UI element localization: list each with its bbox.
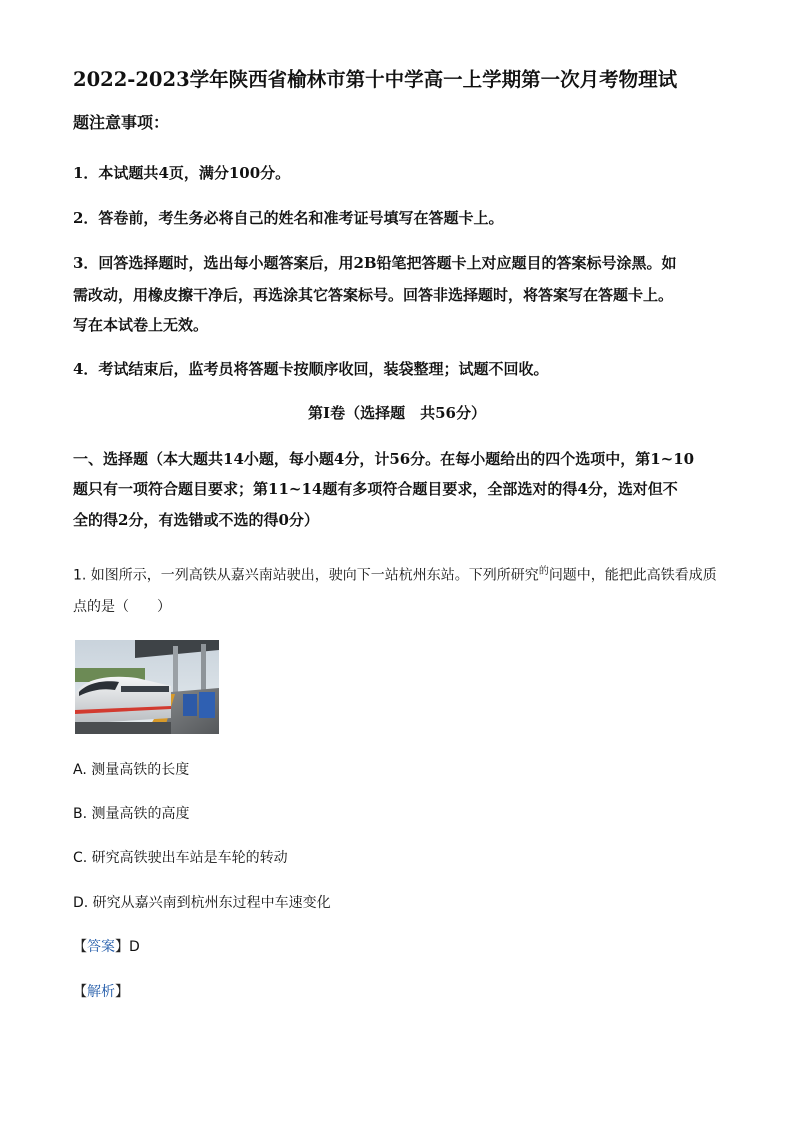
option-a: A. 测量高铁的长度 — [73, 762, 190, 778]
section-intro-line-1: 一、选择题（本大题共14小题，每小题4分，计56分。在每小题给出的四个选项中，第1~10 — [73, 450, 695, 468]
section-intro-line-3: 全的得2分，有选错或不选的得0分） — [73, 511, 319, 529]
note-3-line-3: 写在本试卷上无效。 — [73, 316, 209, 334]
document-title-continuation: 题注意事项： — [73, 113, 170, 132]
note-4: 4．考试结束后，监考员将答题卡按顺序收回，装袋整理；试题不回收。 — [73, 360, 549, 378]
stem-part-b: 问题中，能把此高铁看成质 — [548, 567, 717, 584]
question-1-stem-line-1 — [73, 562, 717, 586]
section-heading: 第I卷（选择题 共56分） — [308, 404, 486, 422]
answer-line — [73, 937, 140, 957]
note-3-line-1: 3．回答选择题时，选出每小题答案后，用2B铅笔把答题卡上对应题目的答案标号涂黑。如 — [73, 254, 677, 272]
answer-bracket-open: 【 — [73, 939, 87, 955]
question-1-stem-line-2: 点的是（ ） — [73, 599, 171, 615]
option-d: D. 研究从嘉兴南到杭州东过程中车速变化 — [73, 895, 331, 911]
option-b: B. 测量高铁的高度 — [73, 806, 190, 822]
answer-value: D — [129, 939, 140, 955]
analysis-bracket-close: 】 — [115, 984, 129, 1000]
document-title: 2022-2023学年陕西省榆林市第十中学高一上学期第一次月考物理试 — [73, 68, 678, 91]
option-c: C. 研究高铁驶出车站是车轮的转动 — [73, 850, 288, 866]
analysis-bracket-open: 【 — [73, 984, 87, 1000]
answer-bracket-close: 】 — [115, 939, 129, 955]
analysis-label: 解析 — [87, 984, 115, 1000]
note-3-line-2: 需改动，用橡皮擦干净后，再选涂其它答案标号。回答非选择题时，将答案写在答题卡上。 — [73, 286, 674, 304]
note-1: 1．本试题共4页，满分100分。 — [73, 164, 291, 182]
high-speed-train-photo — [75, 640, 219, 734]
analysis-line — [73, 982, 129, 1002]
section-intro-line-2: 题只有一项符合题目要求；第11~14题有多项符合题目要求，全部选对的得4分，选对但不 — [73, 480, 678, 498]
stem-part-a: 1. 如图所示，一列高铁从嘉兴南站驶出，驶向下一站杭州东站。下列所研究 — [73, 567, 539, 584]
answer-label: 答案 — [87, 939, 115, 955]
note-2: 2．答卷前，考生务必将自己的姓名和准考证号填写在答题卡上。 — [73, 209, 504, 227]
stem-superscript: 的 — [538, 566, 549, 577]
